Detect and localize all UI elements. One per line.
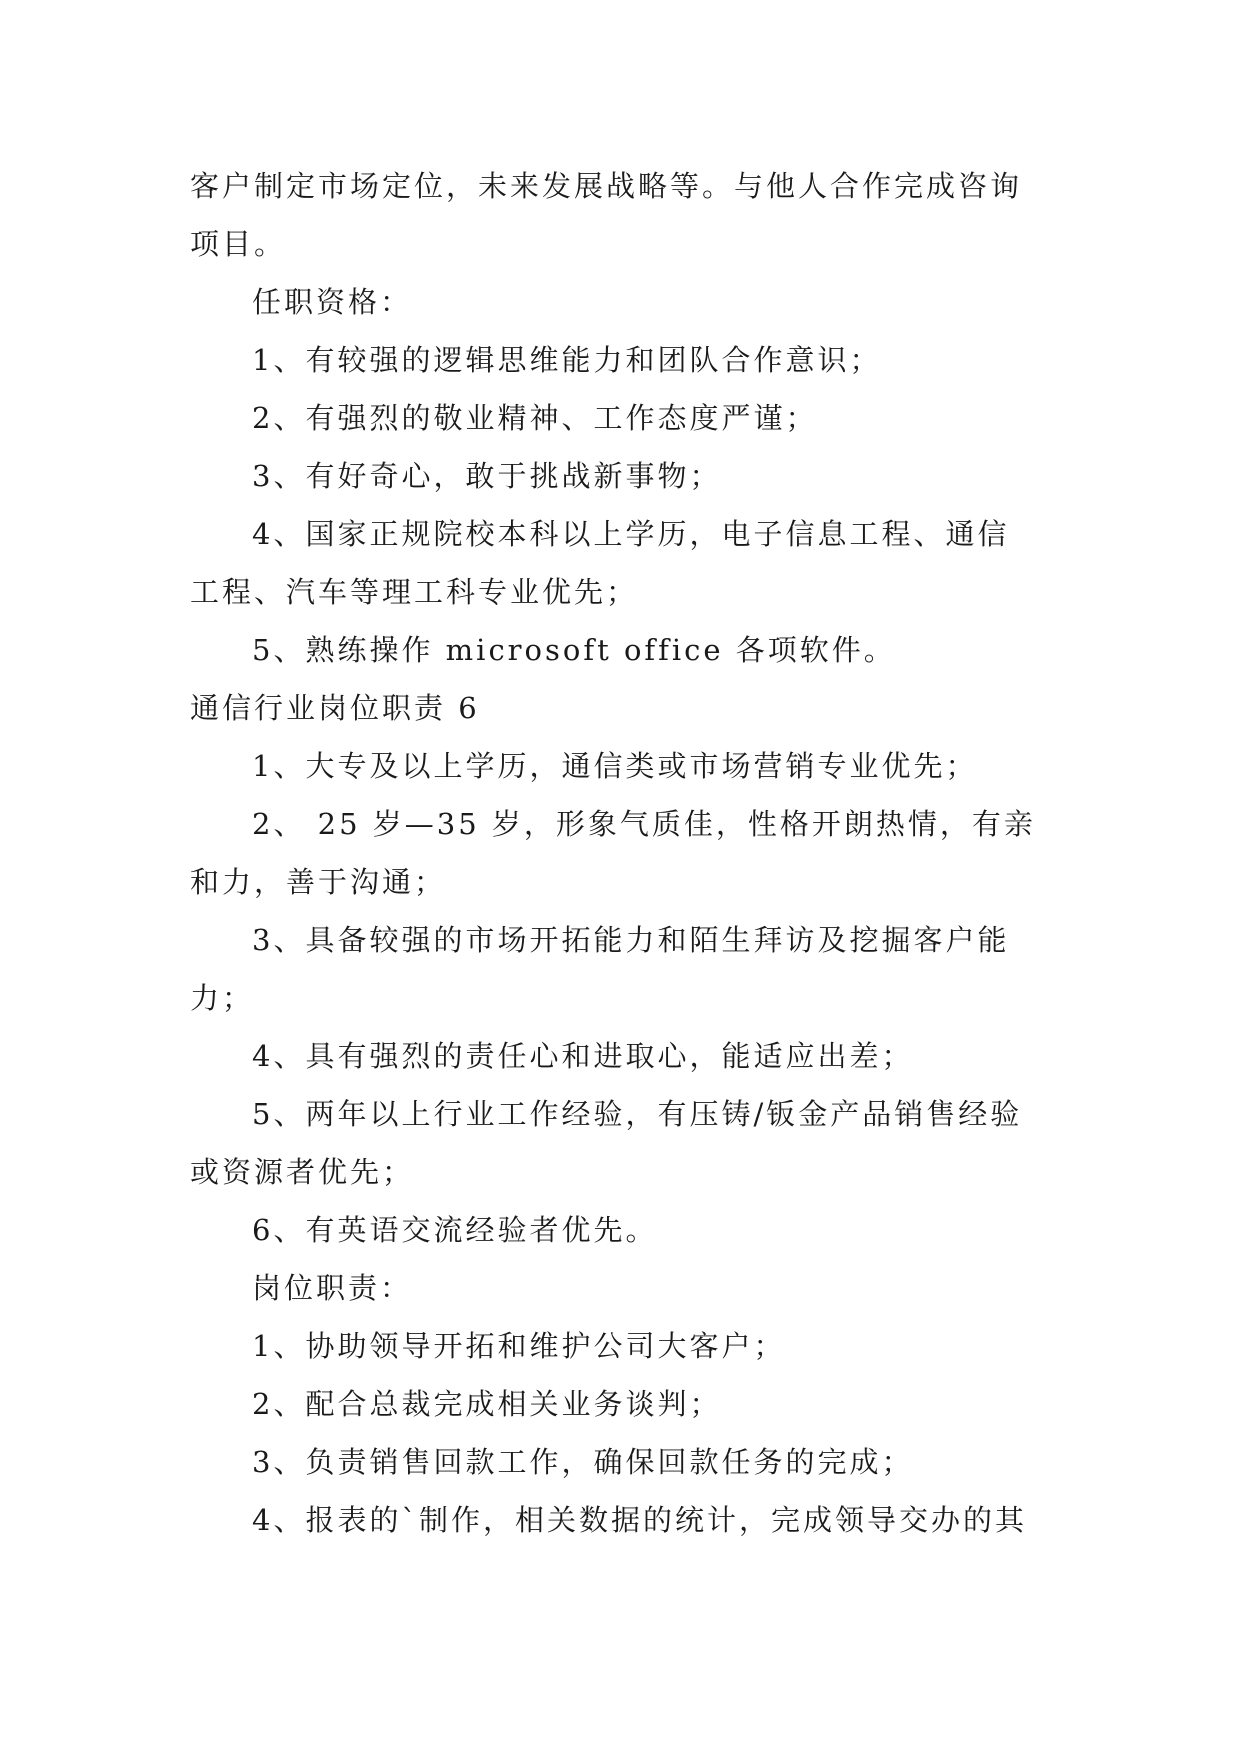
list-item-continuation: 和力，善于沟通； [190,865,447,899]
list-item: 4、国家正规院校本科以上学历，电子信息工程、通信 [252,517,1010,551]
paragraph-line: 项目。 [190,227,287,261]
list-item: 1、协助领导开拓和维护公司大客户； [252,1329,786,1363]
list-item: 3、负责销售回款工作，确保回款任务的完成； [252,1445,914,1479]
list-item: 2、配合总裁完成相关业务谈判； [252,1387,722,1421]
list-item: 5、两年以上行业工作经验，有压铸/钣金产品销售经验 [252,1097,1023,1131]
list-item: 1、有较强的逻辑思维能力和团队合作意识； [252,343,882,377]
section-heading: 任职资格： [252,285,413,319]
list-item: 2、有强烈的敬业精神、工作态度严谨； [252,401,818,435]
list-item: 2、 25 岁—35 岁，形象气质佳，性格开朗热情，有亲 [252,807,1036,841]
list-item: 5、熟练操作 microsoft office 各项软件。 [252,633,896,667]
list-item-continuation: 力； [190,981,255,1015]
list-item: 4、报表的`制作，相关数据的统计，完成领导交办的其 [252,1503,1027,1537]
list-item: 3、有好奇心，敢于挑战新事物； [252,459,722,493]
section-heading: 岗位职责： [252,1271,413,1305]
list-item-continuation: 或资源者优先； [190,1155,415,1189]
list-item: 6、有英语交流经验者优先。 [252,1213,658,1247]
paragraph-line: 客户制定市场定位，未来发展战略等。与他人合作完成咨询 [190,169,1023,203]
list-item: 4、具有强烈的责任心和进取心，能适应出差； [252,1039,914,1073]
section-title: 通信行业岗位职责 6 [190,691,480,725]
list-item: 1、大专及以上学历，通信类或市场营销专业优先； [252,749,978,783]
list-item: 3、具备较强的市场开拓能力和陌生拜访及挖掘客户能 [252,923,1010,957]
list-item-continuation: 工程、汽车等理工科专业优先； [190,575,639,609]
